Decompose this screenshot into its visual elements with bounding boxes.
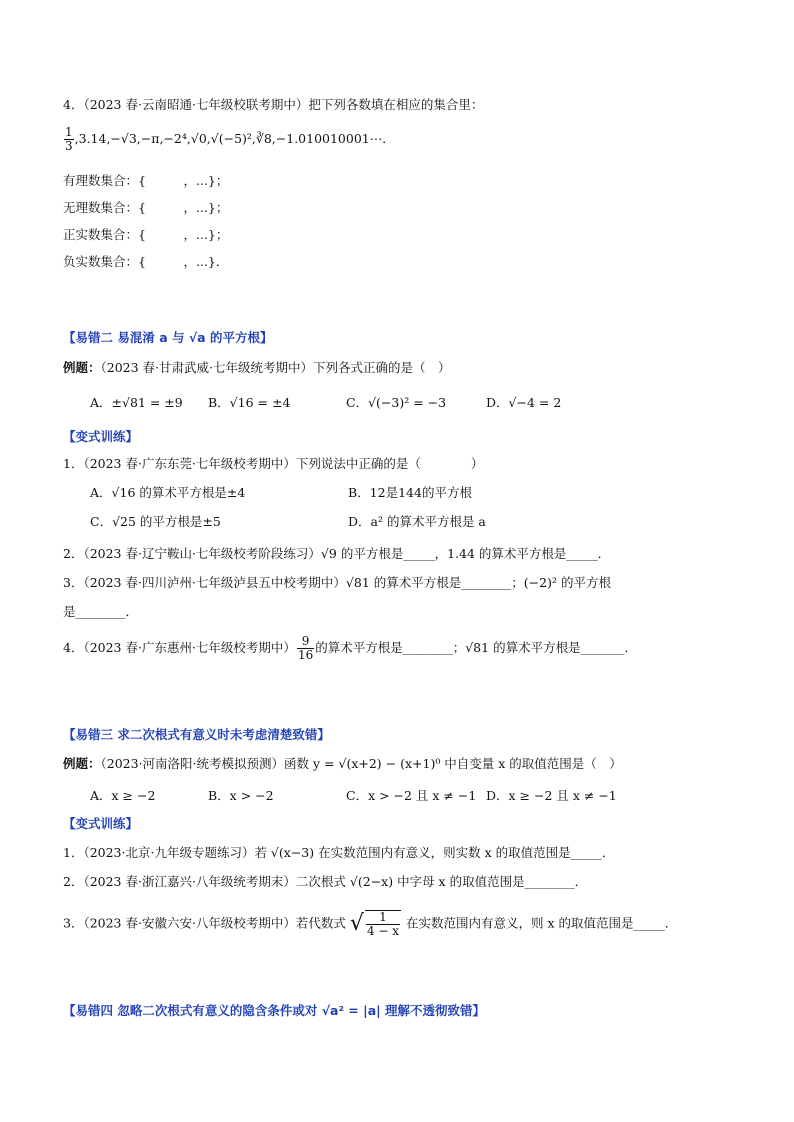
sec2-q1-option-c: C．√25 的平方根是±5 bbox=[90, 514, 221, 529]
training-label-3: 【变式训练】 bbox=[63, 816, 139, 831]
q4-numbers: $\frac{1}{3}$ ,3.14,−√3,−π,−2⁴,√0,√(−5)²,∛8,−1.010010001⋯． bbox=[65, 125, 395, 153]
sec2-q1-option-b: B．12是144的平方根 bbox=[348, 485, 472, 500]
section-title-3: 【易错三 求二次根式有意义时未考虑清楚致错】 bbox=[63, 727, 330, 742]
example-2-option-d: D．√−4 = 2 bbox=[486, 395, 562, 410]
set-negative-real: 负实数集合：{ ，...}． bbox=[63, 254, 229, 269]
sec2-q1: 1．（2023 春·广东东莞·七年级校考期中）下列说法中正确的是（ ） bbox=[63, 456, 484, 471]
radical-sign: √ bbox=[349, 911, 364, 936]
section-title-4: 【易错四 忽略二次根式有意义的隐含条件或对 √a² = |a| 理解不透彻致错】 bbox=[63, 1003, 486, 1018]
sec3-q1: 1．（2023·北京·九年级专题练习）若 √(x−3) 在实数范围内有意义，则实数 x 的取值范围是_____． bbox=[63, 845, 615, 860]
sec2-q1-option-a: A．√16 的算术平方根是±4 bbox=[90, 485, 246, 500]
sec3-q2: 2．（2023 春·浙江嘉兴·八年级统考期末）二次根式 √(2−x) 中字母 x 的取值范围是________． bbox=[63, 874, 588, 889]
q4-stem: 4．（2023 春·云南昭通·七年级校联考期中）把下列各数填在相应的集合里： bbox=[63, 97, 484, 112]
example-2-option-b: B．√16 = ±4 bbox=[208, 395, 291, 410]
set-positive-real: 正实数集合：{ ，...}； bbox=[63, 227, 229, 242]
set-rational: 有理数集合：{ ，...}； bbox=[63, 173, 229, 188]
training-label-2: 【变式训练】 bbox=[63, 429, 139, 444]
set-irrational: 无理数集合：{ ，...}； bbox=[63, 200, 229, 215]
sec3-q3: 3．（2023 春·安徽六安·八年级校考期中）若代数式 √ $\frac{1}{4 - x}$ 在实数范围内有意义，则 x 的取值范围是_____． bbox=[63, 910, 678, 938]
example-3: 例题：（2023·河南洛阳·统考模拟预测）函数 y = √(x+2) − (x+1)⁰ 中自变量 x 的取值范围是（ ） bbox=[63, 756, 622, 771]
example-2-option-a: A．±√81 = ±9 bbox=[90, 395, 183, 410]
example-3-option-a: A．x ≥ −2 bbox=[90, 788, 156, 803]
fraction-9-16: $\frac{9}{16}$ bbox=[297, 634, 314, 662]
example-2-option-c: C．√(−3)² = −3 bbox=[346, 395, 447, 410]
sec2-q4: 4．（2023 春·广东惠州·七年级校考期中） $\frac{9}{16}$ 的算术平方根是________；√81 的算术平方根是_______． bbox=[63, 634, 637, 662]
sec2-q1-option-d: D．a² 的算术平方根是 a bbox=[348, 514, 486, 529]
example-3-option-b: B．x > −2 bbox=[208, 788, 274, 803]
sec2-q2: 2．（2023 春·辽宁鞍山·七年级校考阶段练习）√9 的平方根是_____，1.44 的算术平方根是_____． bbox=[63, 546, 611, 561]
fraction-one-third: $\frac{1}{3}$ bbox=[65, 125, 73, 153]
fraction-1-over-4-minus-x: $\frac{1}{4 - x}$ bbox=[366, 910, 400, 938]
sec2-q3-line1: 3．（2023 春·四川泸州·七年级泸县五中校考期中）√81 的算术平方根是________；(−2)² 的平方根 bbox=[63, 575, 611, 590]
example-2: 例题：（2023 春·甘肃武威·七年级统考期中）下列各式正确的是（ ） bbox=[63, 360, 451, 375]
example-3-option-d: D．x ≥ −2 且 x ≠ −1 bbox=[486, 788, 617, 803]
sec2-q3-line2: 是________． bbox=[63, 604, 139, 619]
example-3-option-c: C．x > −2 且 x ≠ −1 bbox=[346, 788, 477, 803]
section-title-2: 【易错二 易混淆 a 与 √a 的平方根】 bbox=[63, 330, 273, 345]
